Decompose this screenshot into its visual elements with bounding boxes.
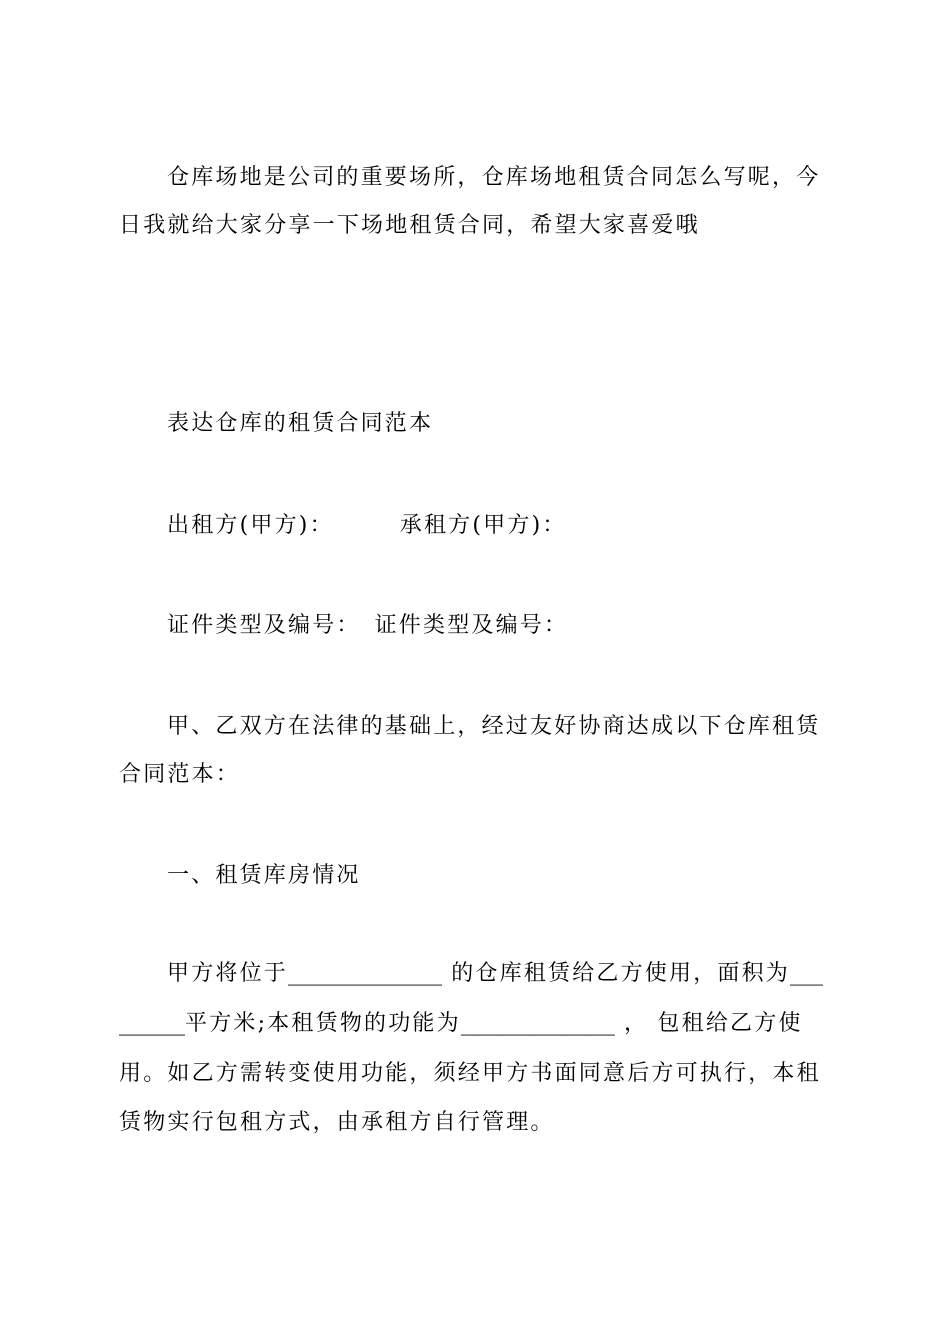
section-1-text-a: 甲方将位于	[167, 961, 289, 986]
section-1-line-3: 用。如乙方需转变使用功能，须经甲方书面同意后方可执行，本租	[119, 1061, 821, 1086]
section-1-text-d: ， 包租给乙方使	[614, 1011, 803, 1036]
area-blank-start: ___	[790, 961, 824, 986]
function-blank: ______________	[460, 1011, 615, 1036]
lessor-label: 出租方(甲方)：	[167, 513, 334, 538]
section-1-text-c: 平方米;本租赁物的功能为	[185, 1011, 461, 1036]
section-1-heading: 一、租赁库房情况	[167, 863, 361, 888]
intro-line-1: 仓库场地是公司的重要场所，仓库场地租赁合同怎么写呢，今	[167, 165, 821, 190]
id-type-line	[167, 602, 831, 650]
contract-title: 表达仓库的租赁合同范本	[167, 411, 434, 436]
preamble-line-1: 甲、乙双方在法律的基础上，经过友好协商达成以下仓库租赁	[167, 714, 821, 739]
section-1-line-1	[167, 950, 831, 998]
area-blank-end: ______	[119, 1011, 185, 1036]
section-1-line-2	[119, 1000, 831, 1048]
preamble-line-2: 合同范本：	[119, 762, 241, 787]
section-1-text-b: 的仓库租赁给乙方使用，面积为	[442, 961, 791, 986]
section-1-line-4: 赁物实行包租方式，由承租方自行管理。	[119, 1110, 555, 1135]
location-blank: ______________	[288, 961, 443, 986]
parties-line	[167, 502, 831, 550]
lessee-label: 承租方(甲方)：	[399, 513, 567, 538]
lessor-id-type-label: 证件类型及编号：	[167, 613, 361, 638]
lessee-id-type-label: 证件类型及编号：	[374, 613, 569, 638]
intro-line-2: 日我就给大家分享一下场地租赁合同，希望大家喜爱哦	[119, 213, 700, 238]
